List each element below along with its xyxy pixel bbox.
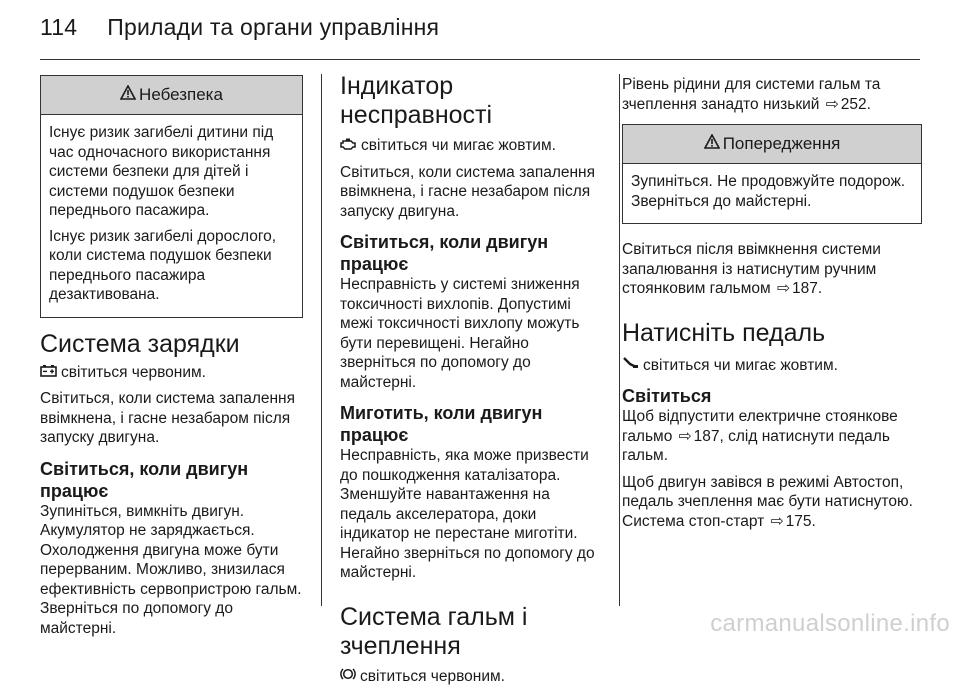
charging-heading: Система зарядки — [40, 329, 240, 358]
malfunction-heading: Індикатор несправності — [340, 72, 493, 129]
engine-icon — [340, 136, 357, 156]
charging-para-1: Світиться, коли система запалення ввімкнена, і гасне незабаром після запуску двигуна. — [40, 390, 296, 446]
column-divider-1 — [321, 74, 322, 606]
danger-box-header — [41, 76, 302, 115]
press-pedal-symbol-text: світиться чи мигає жовтим. — [643, 356, 838, 374]
malfunction-symbol-text: світиться чи мигає жовтим. — [361, 137, 556, 154]
press-pedal-para-1-end: натиснути педаль гальм. — [622, 427, 890, 464]
column-2 — [340, 72, 602, 693]
malfunction-sub-2: Миготить, коли двигун працює — [340, 403, 543, 445]
warning-box — [622, 124, 922, 224]
watermark: carmanualsonline.info — [710, 610, 950, 637]
warning-text: Зупиніться. Не продовжуйте подорож. Зверніться до майстерні. — [631, 173, 906, 210]
parking-brake-ref[interactable]: 187. — [791, 280, 823, 297]
parking-brake-desc: Світиться після ввімкнення системи запалювання із натиснутим ручним стоянковим гальмом — [622, 241, 881, 297]
charging-para-2: Зупиніться, вимкніть двигун. Акумулятор не заряджається. Охолодження двигуна може бути перерваним. Можливо, знизилася ефективність сервопристрою гальм. Зверніться по допомогу до майстерні. — [40, 502, 302, 637]
page-header — [40, 14, 439, 41]
parking-brake-text — [622, 240, 922, 299]
press-pedal-para-1 — [622, 407, 922, 466]
warning-triangle-icon — [120, 76, 136, 114]
charging-symbol-text: світиться червоним. — [61, 363, 206, 381]
page-ref-icon: ⇨ — [776, 280, 790, 297]
brake-symbol-line — [340, 667, 602, 687]
warning-triangle-icon — [704, 125, 720, 163]
press-pedal-para-2-text: Щоб двигун завівся в режимі Автостоп, педаль зчеплення має бути натиснутою. Система стоп-старт — [622, 473, 913, 530]
fluid-level-ref[interactable]: 252. — [840, 95, 871, 113]
column-divider-2 — [619, 74, 620, 606]
danger-text-1: Існує ризик загибелі дитини під час одночасного використання системи безпеки для дітей і системи подушок безпеки переднього пасажира. — [49, 124, 274, 219]
press-pedal-para-2 — [622, 473, 922, 532]
page-ref-icon: ⇨ — [825, 95, 839, 113]
press-pedal-para-1-text: Щоб відпустити електричне стоянкове гальмо — [622, 408, 898, 445]
danger-box — [40, 75, 303, 318]
charging-symbol-line — [40, 363, 303, 383]
press-pedal-subheading: Світиться — [622, 386, 712, 406]
malfunction-symbol-line — [340, 136, 602, 156]
malfunction-sub-1: Світиться, коли двигун працює — [340, 232, 549, 274]
page-title: Прилади та органи управління — [107, 14, 440, 40]
danger-box-title: Небезпека — [139, 85, 223, 104]
press-pedal-ref-1[interactable]: 187, слід — [693, 427, 758, 445]
page-number: 114 — [40, 14, 78, 40]
press-pedal-heading: Натисніть педаль — [622, 318, 826, 347]
warning-box-title: Попередження — [722, 134, 841, 153]
pedal-icon — [622, 356, 639, 376]
brake-symbol-text: світиться червоним. — [360, 667, 505, 685]
charging-subheading: Світиться, коли двигун працює — [40, 458, 249, 501]
danger-text-2: Існує ризик загибелі дорослого, коли система подушок безпеки переднього пасажира дезактивована. — [49, 227, 277, 303]
malfunction-para-2: Несправність у системі зниження токсичності вихлопів. Допустимі межі токсичності вихлопу можуть бути перевищені. Негайно зверніться по допомогу до майстерні. — [340, 276, 580, 391]
warning-box-header — [623, 125, 921, 164]
column-1 — [40, 75, 303, 645]
battery-icon — [40, 363, 57, 383]
fluid-level-text — [622, 75, 922, 114]
page-ref-icon: ⇨ — [678, 427, 692, 445]
press-pedal-ref-2[interactable]: 175. — [785, 512, 816, 530]
column-3 — [622, 75, 922, 538]
page-ref-icon: ⇨ — [770, 512, 784, 530]
brake-warning-icon — [340, 667, 356, 687]
malfunction-para-3: Несправність, яка може призвести до пошкодження каталізатора. Зменшуйте навантаження на педаль акселератора, доки індикатор не перестане миготіти. Негайно зверніться по допомогу до майстерні. — [340, 447, 595, 581]
fluid-level-intro: Рівень рідини для системи гальм та зчеплення занадто низький — [622, 76, 881, 113]
malfunction-para-1: Світиться, коли система запалення ввімкнена, і гасне незабаром після запуску двигуна. — [340, 163, 596, 220]
header-rule — [40, 59, 920, 60]
press-pedal-symbol-line — [622, 356, 922, 376]
brake-heading: Система гальм і зчеплення — [340, 602, 528, 660]
